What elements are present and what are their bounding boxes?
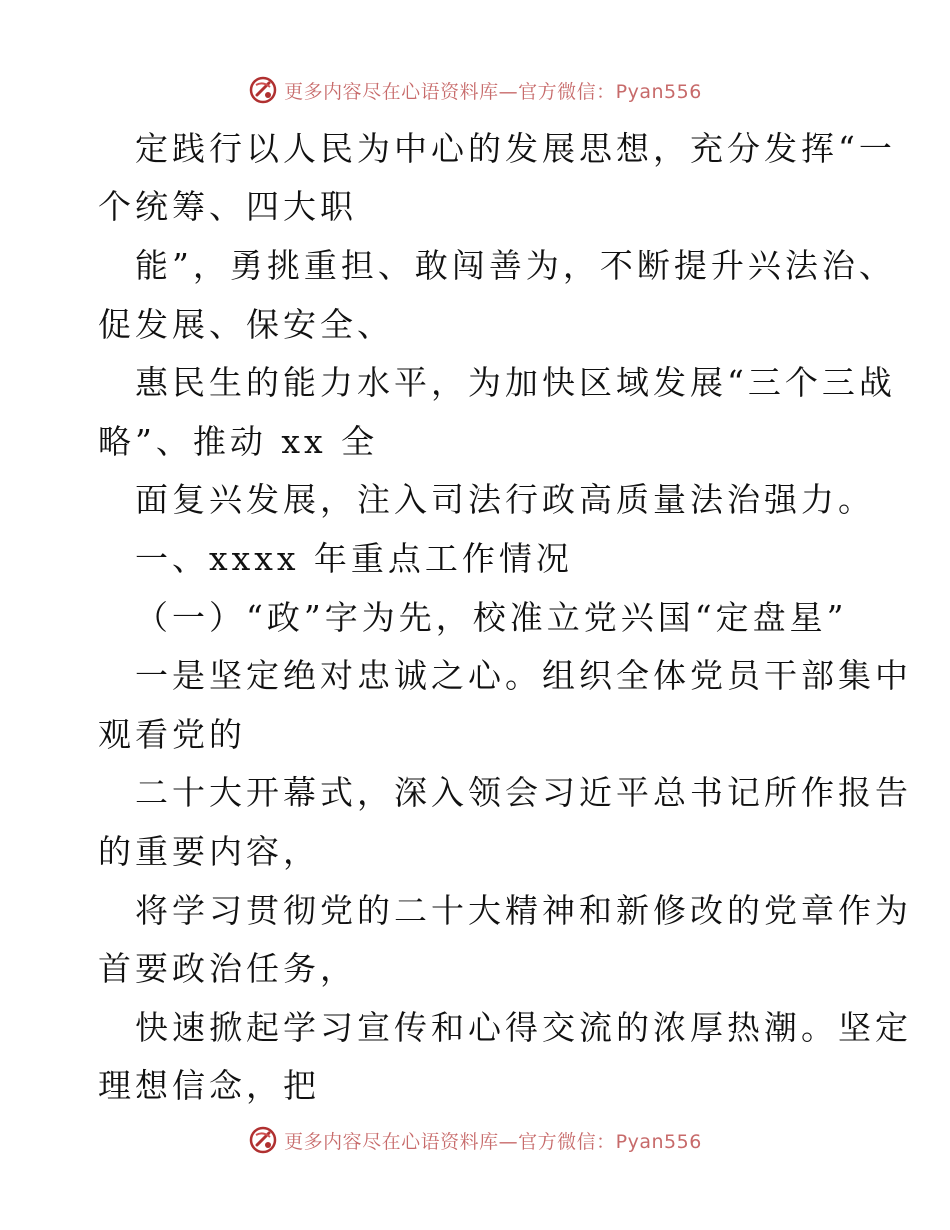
text-line: 的重要内容，: [98, 832, 320, 871]
brand-logo-icon: [248, 75, 278, 105]
header-banner-text: 更多内容尽在心语资料库—官方微信：Pyan556: [284, 80, 702, 103]
brand-logo-icon: [248, 1125, 278, 1155]
text-line: 能”，勇挑重担、敢闯善为，不断提升兴法治、: [135, 246, 896, 285]
text-line: 理想信念，把: [98, 1066, 320, 1105]
text-line: 快速掀起学习宣传和心得交流的浓厚热潮。坚定: [135, 1008, 912, 1047]
footer-banner: [0, 1120, 950, 1160]
text-line: 首要政治任务，: [98, 949, 357, 988]
text-line: 个统筹、四大职: [98, 187, 357, 226]
text-line: 惠民生的能力水平，为加快区域发展“三个三战: [135, 363, 896, 402]
text-line: 略”、推动 xx 全: [98, 422, 379, 461]
text-line: 二十大开幕式，深入领会习近平总书记所作报告: [135, 773, 912, 812]
text-line: 定践行以人民为中心的发展思想，充分发挥“一: [135, 129, 896, 168]
text-line: 一是坚定绝对忠诚之心。组织全体党员干部集中: [135, 656, 912, 695]
text-line: 促发展、保安全、: [98, 305, 394, 344]
section-heading: 一、xxxx 年重点工作情况: [135, 539, 573, 578]
text-line: 观看党的: [98, 715, 246, 754]
text-line: 面复兴发展，注入司法行政高质量法治强力。: [135, 480, 875, 519]
header-banner: [0, 70, 950, 110]
footer-banner-text: 更多内容尽在心语资料库—官方微信：Pyan556: [284, 1130, 702, 1153]
subsection-heading: （一）“政”字为先，校准立党兴国“定盘星”: [135, 598, 848, 637]
text-line: 将学习贯彻党的二十大精神和新修改的党章作为: [135, 891, 912, 930]
